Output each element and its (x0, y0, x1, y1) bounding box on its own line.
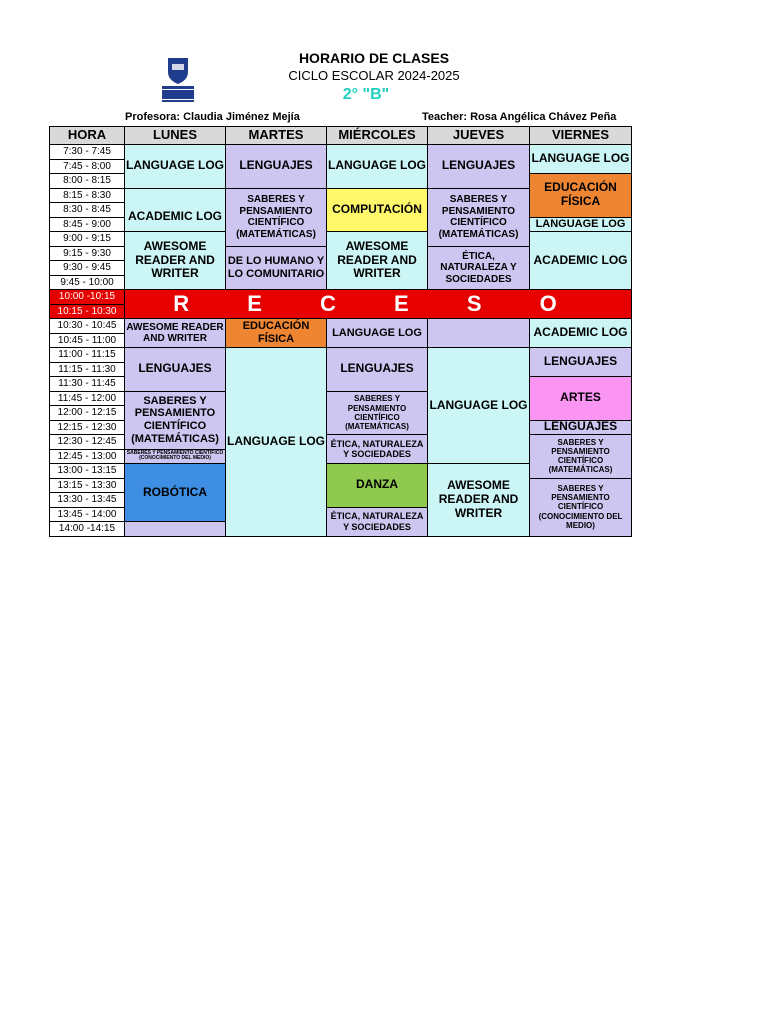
time-slot: 10:30 - 10:45 (49, 318, 125, 334)
class-block: SABERES Y PENSAMIENTO CIENTÍFICO (MATEMÁTICAS) (427, 188, 530, 247)
time-slot: 13:45 - 14:00 (49, 507, 125, 523)
time-slot: 13:15 - 13:30 (49, 478, 125, 494)
class-block: ÉTICA, NATURALEZA Y SOCIEDADES (427, 246, 530, 291)
class-block: LENGUAJES (529, 347, 632, 377)
day-header: MIÉRCOLES (326, 126, 428, 145)
class-block: LANGUAGE LOG (529, 217, 632, 233)
time-slot: 14:00 -14:15 (49, 521, 125, 537)
time-slot: 9:45 - 10:00 (49, 275, 125, 291)
class-block: COMPUTACIÓN (326, 188, 428, 233)
time-slot: 13:00 - 13:15 (49, 463, 125, 479)
schedule-table (49, 126, 631, 537)
day-header: JUEVES (427, 126, 530, 145)
time-slot: 13:30 - 13:45 (49, 492, 125, 508)
class-block (427, 318, 530, 348)
time-slot: 7:30 - 7:45 (49, 144, 125, 160)
time-slot: 12:15 - 12:30 (49, 420, 125, 436)
time-slot: 11:15 - 11:30 (49, 362, 125, 378)
class-block: ROBÓTICA (124, 463, 226, 522)
time-slot: 12:00 - 12:15 (49, 405, 125, 421)
day-header: MARTES (225, 126, 327, 145)
schedule-title: HORARIO DE CLASES (298, 50, 450, 66)
class-block: LANGUAGE LOG (326, 318, 428, 348)
class-block: AWESOME READER AND WRITER (124, 318, 226, 348)
class-block: AWESOME READER AND WRITER (427, 463, 530, 537)
profesora-name: Profesora: Claudia Jiménez Mejía (125, 111, 300, 123)
class-block: SABERES Y PENSAMIENTO CIENTÍFICO (MATEMÁTICAS) (225, 188, 327, 247)
time-slot: 11:30 - 11:45 (49, 376, 125, 392)
time-slot: 10:45 - 11:00 (49, 333, 125, 349)
day-header: LUNES (124, 126, 226, 145)
time-slot: 9:00 - 9:15 (49, 231, 125, 247)
time-slot: 8:45 - 9:00 (49, 217, 125, 233)
class-block: ARTES (529, 376, 632, 421)
time-slot: 10:15 - 10:30 (49, 304, 125, 320)
class-block: DANZA (326, 463, 428, 508)
time-slot: 9:30 - 9:45 (49, 260, 125, 276)
class-block: EDUCACIÓN FÍSICA (225, 318, 327, 348)
class-block: LANGUAGE LOG (529, 144, 632, 174)
class-block: DE LO HUMANO Y LO COMUNITARIO (225, 246, 327, 291)
time-slot: 9:15 - 9:30 (49, 246, 125, 262)
class-block: SABERES Y PENSAMIENTO CIENTÍFICO (MATEMÁTICAS) (124, 391, 226, 450)
class-block: LANGUAGE LOG (427, 347, 530, 464)
time-slot: 8:30 - 8:45 (49, 202, 125, 218)
time-slot: 8:15 - 8:30 (49, 188, 125, 204)
day-header: VIERNES (529, 126, 632, 145)
teacher-name: Teacher: Rosa Angélica Chávez Peña (422, 111, 617, 123)
class-block: ÉTICA, NATURALEZA Y SOCIEDADES (326, 434, 428, 464)
school-year: CICLO ESCOLAR 2024-2025 (288, 68, 460, 83)
class-block (124, 521, 226, 537)
class-block: SABERES Y PENSAMIENTO CIENTÍFICO (CONOCIMIENTO DEL MEDIO) (124, 449, 226, 465)
class-block: ACADEMIC LOG (529, 231, 632, 290)
class-block: AWESOME READER AND WRITER (124, 231, 226, 290)
class-block: LENGUAJES (427, 144, 530, 189)
class-block: ACADEMIC LOG (529, 318, 632, 348)
time-slot: 7:45 - 8:00 (49, 159, 125, 175)
class-block: LANGUAGE LOG (124, 144, 226, 189)
class-block: SABERES Y PENSAMIENTO CIENTÍFICO (MATEMÁTICAS) (326, 391, 428, 436)
class-block: LENGUAJES (326, 347, 428, 392)
class-block: AWESOME READER AND WRITER (326, 231, 428, 290)
class-block: LANGUAGE LOG (326, 144, 428, 189)
recess-band: R E C E S O (124, 289, 632, 319)
time-slot: 11:00 - 11:15 (49, 347, 125, 363)
class-block: LENGUAJES (529, 420, 632, 436)
class-block: SABERES Y PENSAMIENTO CIENTÍFICO (MATEMÁTICAS) (529, 434, 632, 479)
time-slot: 8:00 - 8:15 (49, 173, 125, 189)
time-slot: 10:00 -10:15 (49, 289, 125, 305)
day-header: HORA (49, 126, 125, 145)
time-slot: 11:45 - 12:00 (49, 391, 125, 407)
class-block: ÉTICA, NATURALEZA Y SOCIEDADES (326, 507, 428, 537)
time-slot: 12:45 - 13:00 (49, 449, 125, 465)
group-label: 2° "B" (342, 86, 390, 103)
class-block: ACADEMIC LOG (124, 188, 226, 247)
class-block: LENGUAJES (225, 144, 327, 189)
class-block: LANGUAGE LOG (225, 347, 327, 537)
class-block: SABERES Y PENSAMIENTO CIENTÍFICO (CONOCIMIENTO DEL MEDIO) (529, 478, 632, 537)
class-block: LENGUAJES (124, 347, 226, 392)
time-slot: 12:30 - 12:45 (49, 434, 125, 450)
class-block: EDUCACIÓN FÍSICA (529, 173, 632, 218)
